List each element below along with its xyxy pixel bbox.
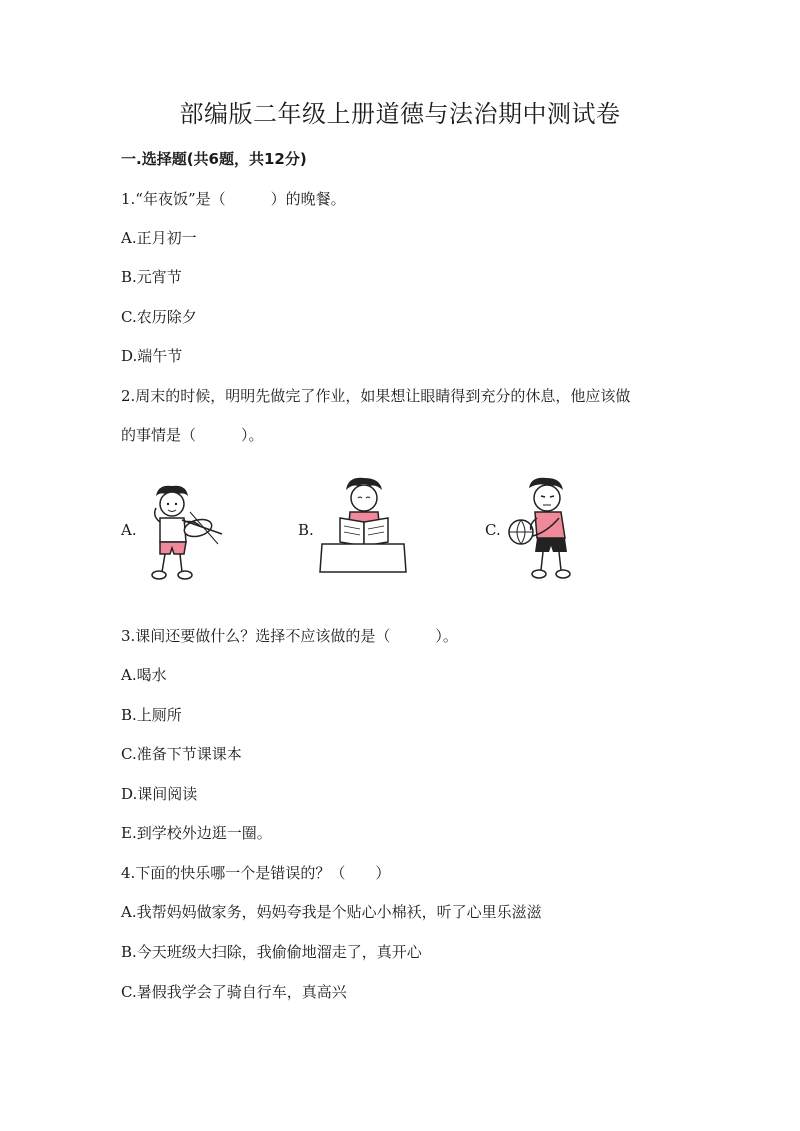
question-4-option-c: C.暑假我学会了骑自行车，真高兴 xyxy=(121,983,347,1001)
question-4-stem: 4.下面的快乐哪一个是错误的？（ ） xyxy=(121,864,391,882)
question-4-option-b: B.今天班级大扫除，我偷偷地溜走了，真开心 xyxy=(121,943,422,961)
child-playing-violin-icon xyxy=(138,482,228,588)
question-1-option-d: D.端午节 xyxy=(121,347,183,365)
question-3-option-e: E.到学校外边逛一圈。 xyxy=(121,824,272,842)
child-reading-book-icon xyxy=(318,476,408,582)
question-2-stem-line-1: 2.周末的时候，明明先做完了作业，如果想让眼睛得到充分的休息，他应该做 xyxy=(121,387,631,405)
question-3-option-c: C.准备下节课课本 xyxy=(121,745,242,763)
figure-c-label: C. xyxy=(485,521,501,539)
child-playing-basketball-icon xyxy=(503,476,583,588)
question-1-option-b: B.元宵节 xyxy=(121,268,182,286)
question-3-option-a: A.喝水 xyxy=(121,666,167,684)
page-title: 部编版二年级上册道德与法治期中测试卷 xyxy=(179,100,621,128)
question-1-option-a: A.正月初一 xyxy=(121,229,197,247)
figure-b-label: B. xyxy=(298,521,314,539)
question-1-option-c: C.农历除夕 xyxy=(121,308,197,326)
question-3-option-b: B.上厕所 xyxy=(121,706,182,724)
section-heading: 一.选择题(共6题，共12分) xyxy=(121,150,307,168)
question-3-option-d: D.课间阅读 xyxy=(121,785,198,803)
question-3-stem: 3.课间还要做什么？选择不应该做的是（ ）。 xyxy=(121,627,458,645)
question-1-stem: 1.“年夜饭”是（ ）的晚餐。 xyxy=(121,190,346,208)
question-2-stem-line-2: 的事情是（ ）。 xyxy=(121,426,264,444)
figure-a-label: A. xyxy=(121,521,137,539)
question-4-option-a: A.我帮妈妈做家务，妈妈夸我是个贴心小棉袄，听了心里乐滋滋 xyxy=(121,903,542,921)
